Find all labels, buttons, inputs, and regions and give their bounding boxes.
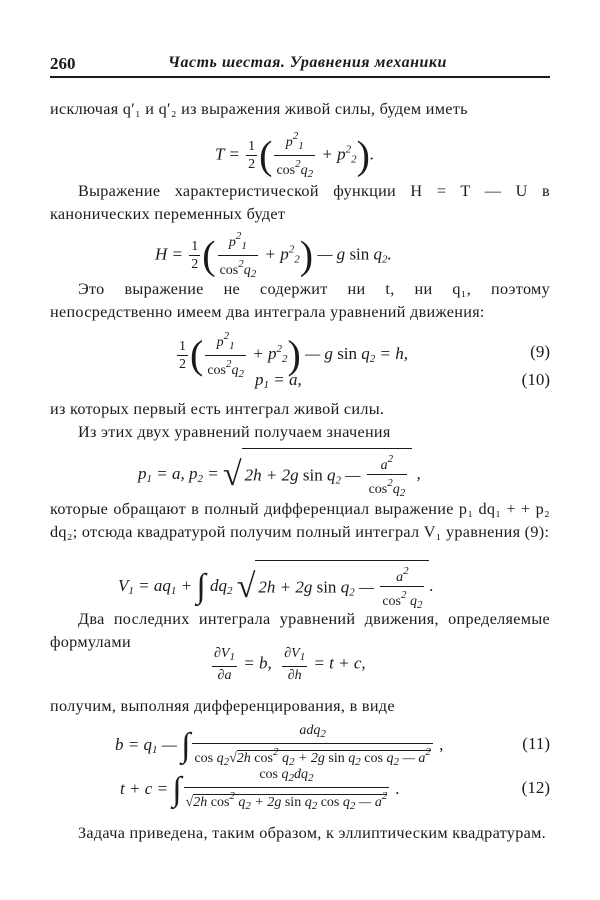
equation-9: $\frac{1}{2}$ ( $\frac{p^2_1}{\cos^2q_2}$ + $p^2_2$) — g $\sin q_2 = h$, (9) bbox=[179, 330, 550, 380]
equation-hamiltonian: H = $\frac{1}{2}$ ( $\frac{p^2_1}{\cos^2q_2}$ + $p^2_2$) — g $\sin q_2$. bbox=[155, 230, 392, 280]
equation-partial-derivatives: $\frac{\partial V_1}{\partial a}$ = b, $\frac{\partial V_1}{\partial h}$ = t + c, bbox=[214, 646, 366, 683]
equation-kinetic-energy: T = $\frac{1}{2}$ ( $\frac{p^2_1}{\cos^2q_2}$ + $p^2_2$). bbox=[215, 130, 375, 180]
running-title: Часть шестая. Уравнения механики bbox=[168, 54, 447, 71]
equation-number-12: (12) bbox=[521, 778, 550, 797]
paragraph-6: которые обращают в полный дифференциал выражение p₁ dq₁ + + p₂ dq₂; отсюда квадратурой получим полный интеграл V₁ уравнения (9): bbox=[50, 500, 550, 541]
equation-number-9: (9) bbox=[530, 342, 550, 361]
equation-momenta: $p_1 = a$, $p_2$ = √ 2h + 2g $\sin q_2$ — $\frac{a^2}{\cos^2q_2}$ , bbox=[138, 448, 518, 502]
paragraph-9: Задача приведена, таким образом, к эллиптическим квадратурам. bbox=[78, 824, 546, 842]
equation-number-10: (10) bbox=[521, 370, 550, 389]
paragraph-8: получим, выполняя дифференцирования, в виде bbox=[50, 697, 395, 715]
equation-12: t + c = ∫ $\frac{\cos q_2dq_2}{√2h \cos^2 q_2 + 2g \sin q_2 \cos q_2 — a^2}$ . (12) bbox=[120, 767, 550, 812]
paragraph-4: из которых первый есть интеграл живой силы. bbox=[50, 400, 385, 418]
paragraph-5: Из этих двух уравнений получаем значения bbox=[78, 423, 391, 441]
page-header bbox=[50, 44, 550, 78]
page-number: 260 bbox=[50, 54, 76, 73]
paragraph-7: Два последних интеграла уравнений движения, определяемые формулами bbox=[50, 610, 550, 651]
equation-10: $p_1 = a$, (10) bbox=[255, 370, 550, 391]
equation-complete-integral: $V_1 = aq_1$ + ∫ $dq_2$ √ 2h + 2g $\sin q_2$ — $\frac{a^2}{\cos^2 q_2}$ . bbox=[118, 560, 518, 614]
paragraph-2: Выражение характеристической функции H = T — U в канонических переменных будет bbox=[50, 182, 550, 223]
paragraph-3: Это выражение не содержит ни t, ни q₁, поэтому непосредственно имеем два интеграла уравнений движения: bbox=[50, 280, 550, 321]
equation-11: $b = q_1$ — ∫ $\frac{adq_2}{\cos q_2√2h \cos^2 q_2 + 2g \sin q_2 \cos q_2 — a^2}$ , (11) bbox=[115, 723, 550, 768]
equation-number-11: (11) bbox=[522, 734, 550, 753]
header-rule bbox=[50, 76, 550, 78]
paragraph-1: исключая q′₁ и q′₂ из выражения живой силы, будем иметь bbox=[50, 100, 468, 118]
